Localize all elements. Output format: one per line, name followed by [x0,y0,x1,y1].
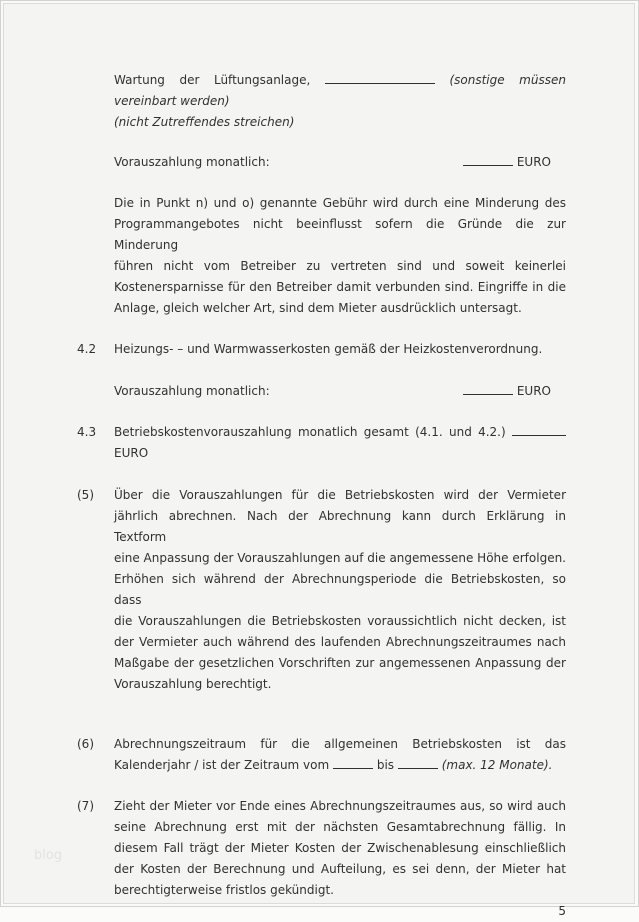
watermark: blog [34,848,63,863]
blank-underline [512,425,566,436]
paragraph-5 [77,485,566,695]
clause-text: Wartung der Lüftungsanlage, [114,73,311,87]
section-line-1: Betriebskostenvorauszahlung monatlich gesamt (4.1. und 4.2.) [114,422,566,443]
paragraph-7 [77,796,566,901]
paragraph-line: seine Abrechnung erst mit der nächsten Gesamtabrechnung fällig. In [114,820,566,834]
paragraph-line: Erhöhen sich während der Abrechnungsperiode die Betriebskosten, so dass [114,572,566,607]
clause-line-1 [114,70,566,91]
paragraph-line: jährlich abrechnen. Nach der Abrechnung kann durch Erklärung in Textform [114,509,566,544]
paragraph-line: eine Anpassung der Vorauszahlungen auf die angemessene Höhe erfolgen. [114,551,566,565]
page-number: 5 [558,904,566,918]
prepayment-line-1 [77,152,566,173]
section-number: 4.3 [77,425,97,439]
paragraph-line: Abrechnungszeitraum für die allgemeinen Betriebskosten ist das [114,737,566,751]
section-4-2 [77,339,566,360]
fee-paragraph [77,193,566,319]
section-number: 4.2 [77,342,97,356]
paragraph-number: (6) [77,737,94,751]
euro-label: EURO [516,384,551,398]
paragraph-line: diesem Fall trägt der Mieter Kosten der Zwischenablesung einschließlich [114,841,566,855]
paragraph-line: Über die Vorauszahlungen für die Betriebskosten wird der Vermieter [114,488,566,502]
clause-line-3 [114,112,566,133]
paragraph-line: der Vermieter auch während des laufenden Abrechnungszeitraumes nach [114,635,566,649]
paragraph-number: (7) [77,799,94,813]
maintenance-clause [77,70,566,133]
section-4-3 [77,422,566,464]
strike-instruction: (nicht Zutreffendes streichen) [114,115,295,129]
paragraph-line: Vorauszahlung berechtigt. [114,677,272,691]
prepayment-label: Vorauszahlung monatlich: [114,155,270,169]
paragraph-line: Anlage, gleich welcher Art, sind dem Mieter ausdrücklich untersagt. [114,301,522,315]
section-line-2: EURO [114,446,149,460]
paragraph-line: führen nicht vom Betreiber zu vertreten sind und soweit keinerlei [114,259,566,273]
blank-underline [463,384,513,395]
blank-underline [463,155,513,166]
document-page [3,3,635,918]
paragraph-line: der Kosten der Berechnung und Aufteilung, es sei denn, der Mieter hat [114,862,566,876]
duration-note-italic: (max. 12 Monate). [441,758,553,772]
prepayment-line-2 [77,381,566,402]
clause-line-2 [114,91,566,112]
clause-note-italic: vereinbart werden) [114,94,230,108]
paragraph-line: Kalenderjahr / ist der Zeitraum vom bis (max. 12 Monate). [114,758,553,772]
prepayment-label: Vorauszahlung monatlich: [114,384,270,398]
paragraph-number: (5) [77,488,94,502]
euro-label: EURO [516,155,551,169]
paragraph-line: Die in Punkt n) und o) genannte Gebühr wird durch eine Minderung des [114,196,566,210]
blank-underline [325,73,435,84]
paragraph-line: Maßgabe der gesetzlichen Vorschriften zur angemessenen Anpassung der [114,656,566,670]
paragraph-line: Kostenersparnisse für den Betreiber damit verbunden sind. Eingriffe in die [114,280,566,294]
paragraph-line: Programmangebotes nicht beeinflusst sofern die Gründe die zur Minderung [114,217,566,252]
paragraph-line: Zieht der Mieter vor Ende eines Abrechnungszeitraumes aus, so wird auch [114,799,566,813]
paragraph-line: die Vorauszahlungen die Betriebskosten voraussichtlich nicht decken, ist [114,614,566,628]
page-content [77,70,566,922]
blank-underline [333,758,373,769]
clause-note-italic: (sonstige müssen [449,73,566,87]
blank-underline [398,758,438,769]
paragraph-line: berechtigterweise fristlos gekündigt. [114,883,334,897]
paragraph-6 [77,734,566,776]
section-text: Heizungs- – und Warmwasserkosten gemäß der Heizkostenverordnung. [114,342,543,356]
